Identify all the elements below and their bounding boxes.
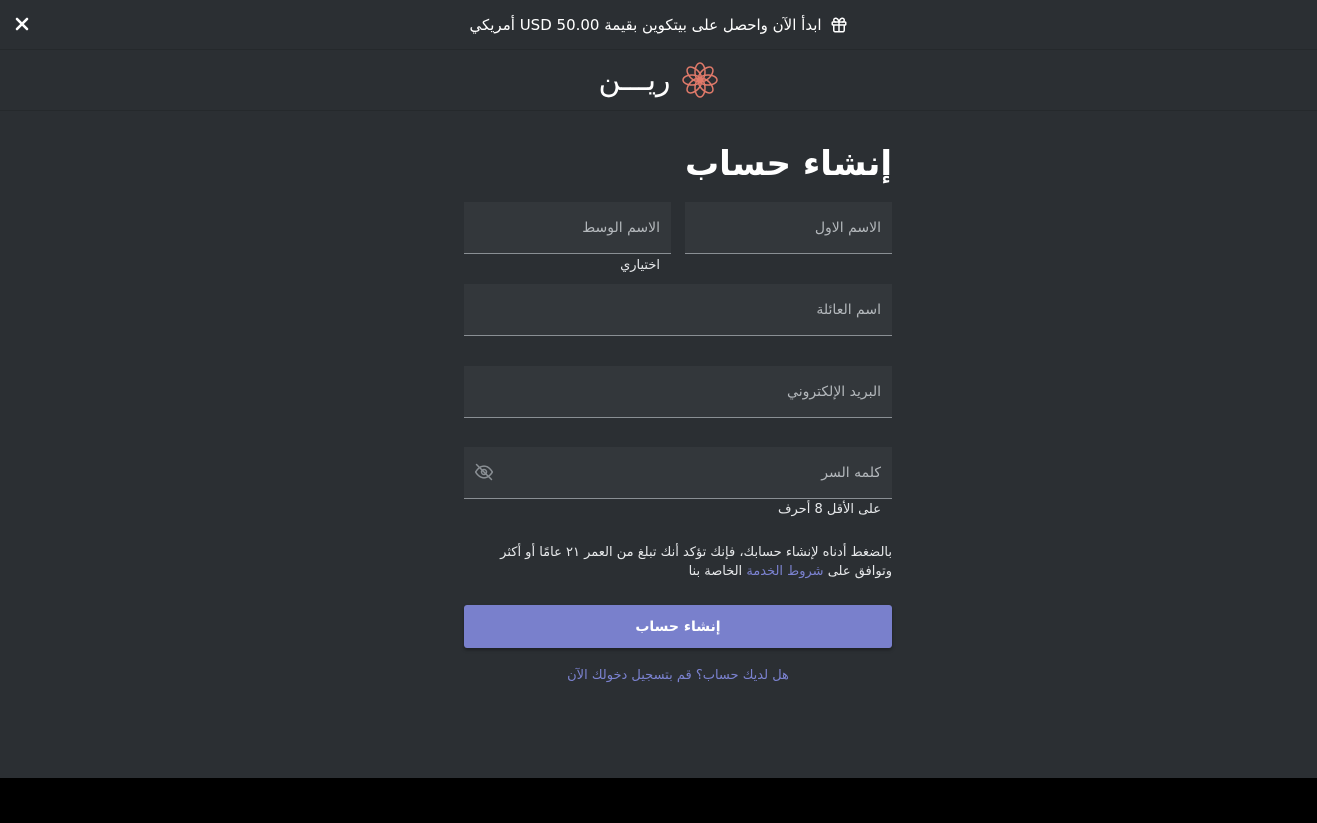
page-title: إنشاء حساب <box>684 144 892 184</box>
email-field <box>464 366 892 418</box>
password-field <box>464 447 892 499</box>
promo-content[interactable] <box>469 16 847 34</box>
site-header <box>0 50 1317 111</box>
terms-suffix: الخاصة بنا <box>688 564 743 579</box>
logo-text: ريـــن <box>598 62 671 98</box>
password-helper: على الأقل 8 أحرف <box>778 502 881 517</box>
middle-name-helper: اختياري <box>620 258 660 273</box>
login-link[interactable]: هل لديك حساب؟ قم بتسجيل دخولك الآن <box>567 668 789 683</box>
flower-logo-icon <box>681 61 719 99</box>
last-name-field <box>464 284 892 336</box>
terms-prefix: وتوافق على <box>827 564 892 579</box>
last-name-input[interactable] <box>464 284 892 335</box>
first-name-field <box>685 202 892 254</box>
password-input[interactable] <box>464 447 892 498</box>
logo[interactable] <box>598 61 718 99</box>
gift-icon <box>830 16 848 34</box>
email-input[interactable] <box>464 366 892 417</box>
signup-form <box>464 140 892 683</box>
create-account-button[interactable]: إنشاء حساب <box>464 605 892 648</box>
terms-text <box>464 543 892 581</box>
eye-off-icon[interactable] <box>474 462 494 482</box>
terms-line2 <box>464 562 892 581</box>
promo-text: ابدأ الآن واحصل على بيتكوين بقيمة 50.00 USD أمريكي <box>469 15 822 34</box>
promo-banner <box>0 0 1317 50</box>
close-icon[interactable] <box>12 14 32 34</box>
terms-line1: بالضغط أدناه لإنشاء حسابك، فإنك تؤكد أنك تبلغ من العمر ٢١ عامًا أو أكثر <box>500 545 892 560</box>
middle-name-input[interactable] <box>464 202 671 253</box>
middle-name-field <box>464 202 671 254</box>
terms-of-service-link[interactable]: شروط الخدمة <box>746 564 824 579</box>
first-name-input[interactable] <box>685 202 892 253</box>
